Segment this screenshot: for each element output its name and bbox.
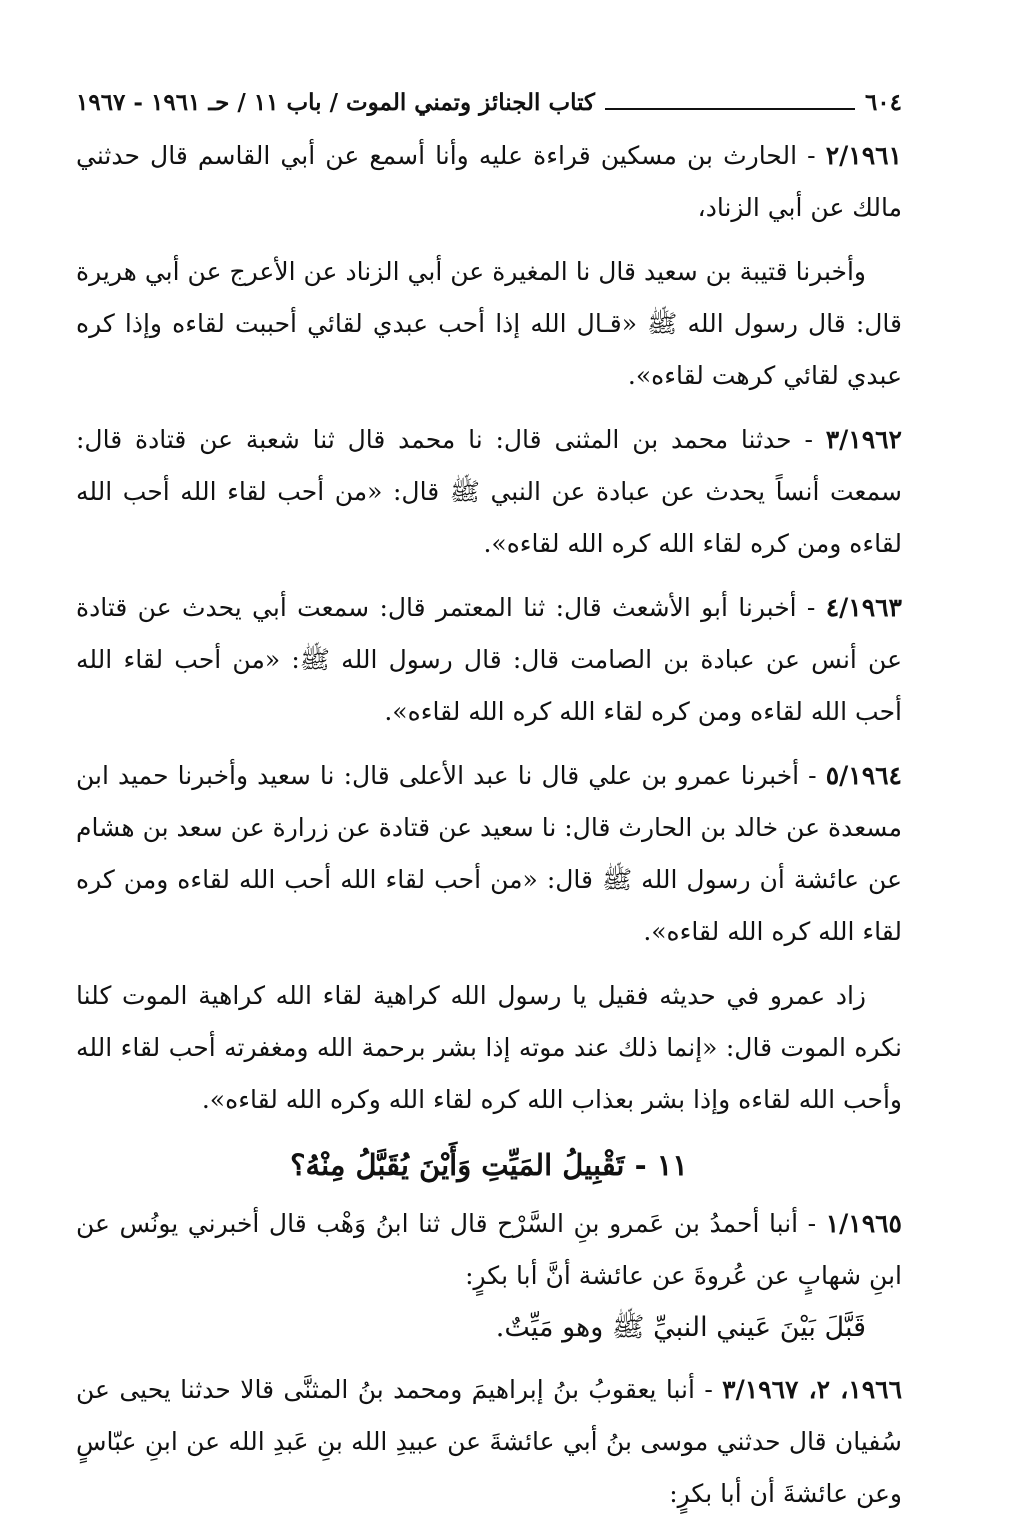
hadith-text: - حدثنا محمد بن المثنى قال: نا محمد قال ثنا شعبة عن قتادة قال: سمعت أنساً يحدث عن عبادة عن النبي ﷺ قال: «من أحب لقاء الله أحب الله لقاءه ومن كره لقاء الله كره الله لقاءه». <box>76 425 902 558</box>
hadith-entry <box>76 750 902 958</box>
hadith-entry <box>76 1198 902 1302</box>
header-rule <box>605 108 855 110</box>
hadith-number: ٤/١٩٦٣ <box>825 593 902 622</box>
hadith-text: - أخبرنا أبو الأشعث قال: ثنا المعتمر قال: سمعت أبي يحدث عن قتادة عن أنس عن عبادة بن الصامت قال: قال رسول الله ﷺ: «من أحب لقاء الله أحب الله لقاءه ومن كره لقاء الله كره الله لقاءه». <box>76 593 902 726</box>
hadith-entry <box>76 246 902 402</box>
hadith-entry <box>76 130 902 234</box>
hadith-text: - أنبا أحمدُ بن عَمرو بنِ السَّرْح قال ثنا ابنُ وَهْب قال أخبرني يونُس عن ابنِ شهابٍ عن عُروةَ عن عائشة أنَّ أبا بكرٍ: <box>76 1209 902 1290</box>
running-title: كتاب الجنائز وتمني الموت / باب ١١ / حـ ١٩٦١ - ١٩٦٧ <box>76 89 596 116</box>
hadith-text: وأخبرنا قتيبة بن سعيد قال نا المغيرة عن أبي الزناد عن الأعرج عن أبي هريرة قال: قال رسول الله ﷺ «قـال الله إذا أحب عبدي لقائي أحببت لقاءه وإذا كره عبدي لقائي كرهت لقاءه». <box>76 257 902 390</box>
hadith-text: - الحارث بن مسكين قراءة عليه وأنا أسمع عن أبي القاسم قال حدثني مالك عن أبي الزناد، <box>76 141 902 222</box>
hadith-entry <box>76 414 902 570</box>
hadith-text: - أنبا يعقوبُ بنُ إبراهيمَ ومحمد بنُ المثنَّى قالا حدثنا يحيى عن سُفيان قال حدثني موسى بنُ أبي عائشةَ عن عبيدِ الله بنِ عَبدِ الله عن ابنِ عبّاسٍ وعن عائشةَ أن أبا بكرٍ: <box>76 1375 902 1508</box>
page-number: ٦٠٤ <box>864 89 902 116</box>
hadith-number: ١٩٦٦، ٢، ٣/١٩٦٧ <box>722 1375 902 1404</box>
section-title: ١١ - تَقْبِيلُ المَيِّتِ وَأَيْنَ يُقَبَّلُ مِنْهُ؟ <box>290 1148 688 1182</box>
hadith-entry <box>76 970 902 1126</box>
hadith-entry <box>76 1364 902 1520</box>
hadith-quote: قَبَّلَ بَيْنَ عَيني النبيِّ ﷺ وهو مَيِّتٌ. <box>495 1312 866 1343</box>
hadith-number: ١/١٩٦٥ <box>825 1209 902 1238</box>
hadith-entry <box>76 582 902 738</box>
hadith-number: ٥/١٩٦٤ <box>825 761 902 790</box>
hadith-number: ٢/١٩٦١ <box>825 141 902 170</box>
hadith-number: ٣/١٩٦٢ <box>825 425 902 454</box>
hadith-text: زاد عمرو في حديثه فقيل يا رسول الله كراهية لقاء الله كراهية الموت كلنا نكره الموت قال: «إنما ذلك عند موته إذا بشر برحمة الله ومغفرته أحب لقاء الله وأحب الله لقاءه وإذا بشر بعذاب الله كره لقاء الله وكره الله لقاءه». <box>76 981 902 1114</box>
page-header <box>76 88 902 118</box>
hadith-text: - أخبرنا عمرو بن علي قال نا عبد الأعلى قال: نا سعيد وأخبرنا حميد ابن مسعدة عن خالد بن الحارث قال: نا سعيد عن قتادة عن زرارة عن سعد بن هشام عن عائشة أن رسول الله ﷺ قال: «من أحب لقاء الله أحب الله لقاءه ومن كره لقاء الله كره الله لقاءه». <box>76 761 902 946</box>
